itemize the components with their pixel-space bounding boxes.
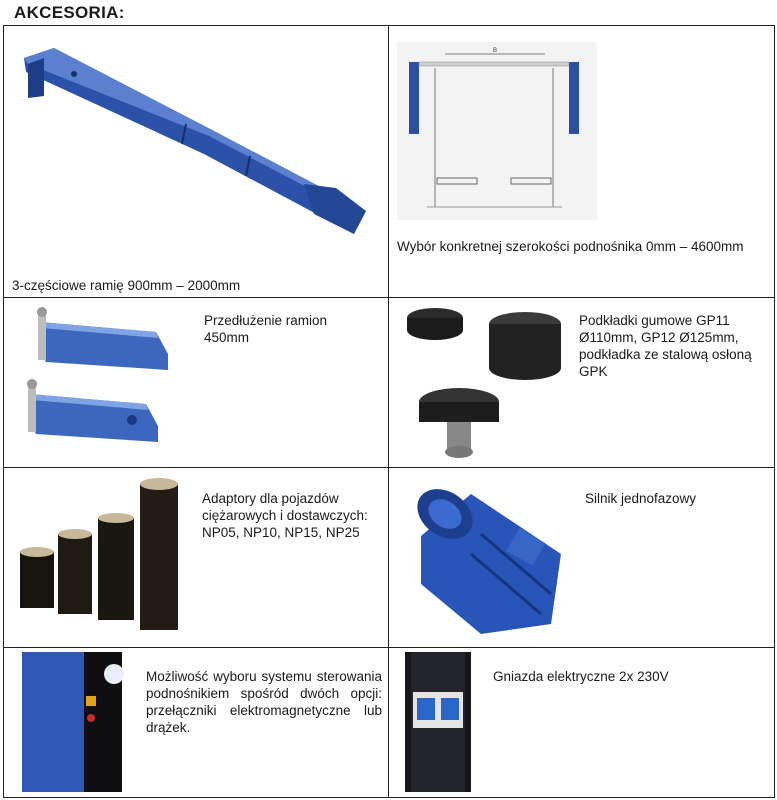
accessory-cell-control <box>4 648 389 798</box>
accessory-cell-pads <box>389 298 775 468</box>
rubber-pads-image <box>401 302 566 464</box>
accessory-caption: Adaptory dla pojazdów ciężarowych i dostawczych: NP05, NP10, NP15, NP25 <box>202 491 368 540</box>
control-column-image <box>22 652 134 792</box>
telescopic-arm-image <box>14 36 374 236</box>
accessory-caption: 3-częściowe ramię 900mm – 2000mm <box>12 278 241 293</box>
lift-width-diagram <box>397 42 597 220</box>
diagram-label: B <box>493 48 498 54</box>
accessory-caption: Gniazda elektryczne 2x 230V <box>493 669 669 684</box>
arm-extension-image <box>16 304 186 464</box>
accessory-cell-arm <box>4 26 389 298</box>
accessory-cell-extension <box>4 298 389 468</box>
accessory-caption: Silnik jednofazowy <box>585 491 697 506</box>
accessory-caption: Wybór konkretnej szerokości podnośnika 0mm – 4600mm <box>397 239 744 254</box>
accessory-caption: Możliwość wyboru systemu sterowania podnośnikiem spośród dwóch opcji: przełączniki elektromagnetyczne lub drążek. <box>146 669 382 735</box>
accessory-cell-width <box>389 26 775 298</box>
accessory-cell-motor <box>389 468 775 648</box>
accessory-cell-adapters <box>4 468 389 648</box>
accessories-table <box>3 25 775 798</box>
accessory-caption: Podkładki gumowe GP11 Ø110mm, GP12 Ø125mm, podkładka ze stalową osłoną GPK <box>579 313 752 379</box>
page-title: AKCESORIA: <box>14 3 125 22</box>
socket-column-image <box>405 652 471 792</box>
truck-adapters-image <box>18 474 188 642</box>
electric-motor-image <box>401 474 571 640</box>
accessory-cell-sockets <box>389 648 775 798</box>
accessory-caption: Przedłużenie ramion 450mm <box>204 313 328 345</box>
